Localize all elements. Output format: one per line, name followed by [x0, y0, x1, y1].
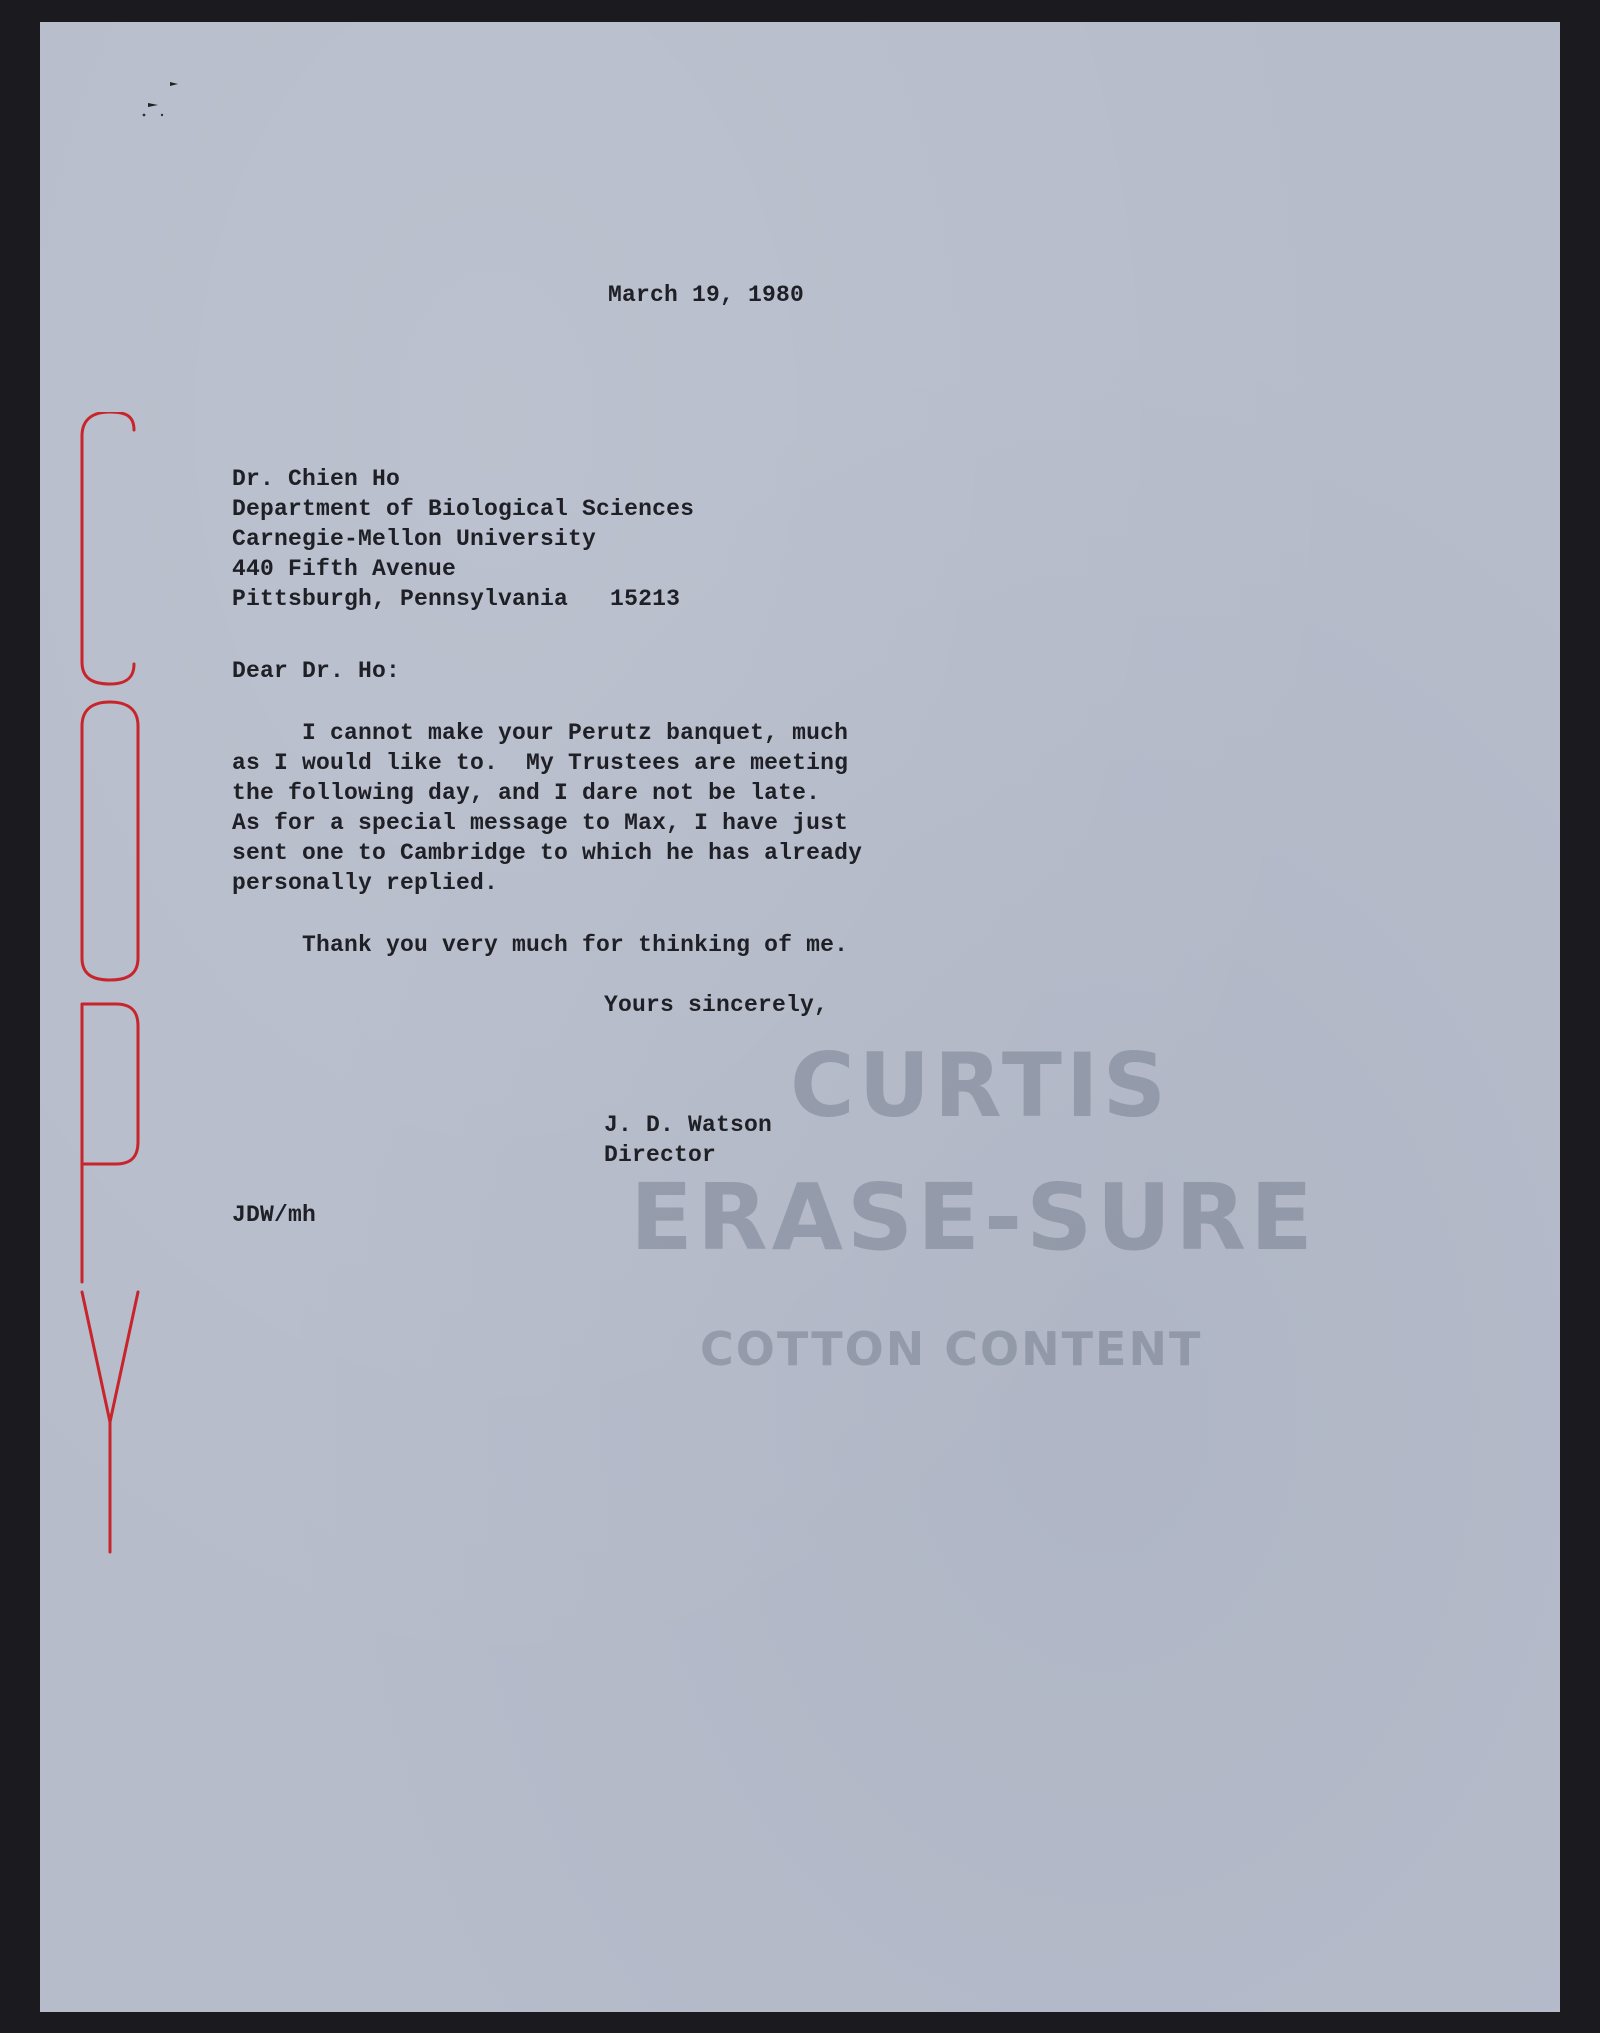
- recipient-line: Dr. Chien Ho: [232, 466, 401, 492]
- watermark-line-2: ERASE-SURE: [630, 1164, 1317, 1271]
- signer-title: Director: [604, 1142, 717, 1168]
- body-line: the following day, and I dare not be late.: [232, 780, 821, 806]
- letter-page: [40, 22, 1560, 2012]
- watermark-line-3: COTTON CONTENT: [700, 1322, 1203, 1376]
- body-line: sent one to Cambridge to which he has already: [232, 840, 863, 866]
- stamp-letter-p: [82, 1004, 138, 1282]
- letter-body: [232, 718, 862, 898]
- typist-initials: JDW/mh: [232, 1202, 317, 1228]
- recipient-address: [232, 464, 694, 614]
- copy-stamp: [64, 412, 154, 1592]
- recipient-line: Pittsburgh, Pennsylvania 15213: [232, 586, 681, 612]
- signer-name: J. D. Watson: [604, 1112, 773, 1138]
- salutation: Dear Dr. Ho:: [232, 658, 401, 684]
- letter-date: March 19, 1980: [608, 282, 805, 308]
- stamp-letter-y: [82, 1292, 138, 1552]
- body-line: I cannot make your Perutz banquet, much: [232, 720, 849, 746]
- closing: Yours sincerely,: [604, 992, 829, 1018]
- signature-block: [604, 1110, 772, 1170]
- body-line: as I would like to. My Trustees are meeting: [232, 750, 849, 776]
- watermark-line-1: CURTIS: [790, 1034, 1170, 1137]
- recipient-line: 440 Fifth Avenue: [232, 556, 457, 582]
- recipient-line: Department of Biological Sciences: [232, 496, 695, 522]
- recipient-line: Carnegie-Mellon University: [232, 526, 597, 552]
- body-line: personally replied.: [232, 870, 499, 896]
- paper-specks: [100, 57, 180, 117]
- thanks-line: Thank you very much for thinking of me.: [232, 932, 849, 958]
- body-line: As for a special message to Max, I have just: [232, 810, 849, 836]
- stamp-letter-c: [82, 412, 134, 684]
- stamp-letter-o: [82, 702, 138, 980]
